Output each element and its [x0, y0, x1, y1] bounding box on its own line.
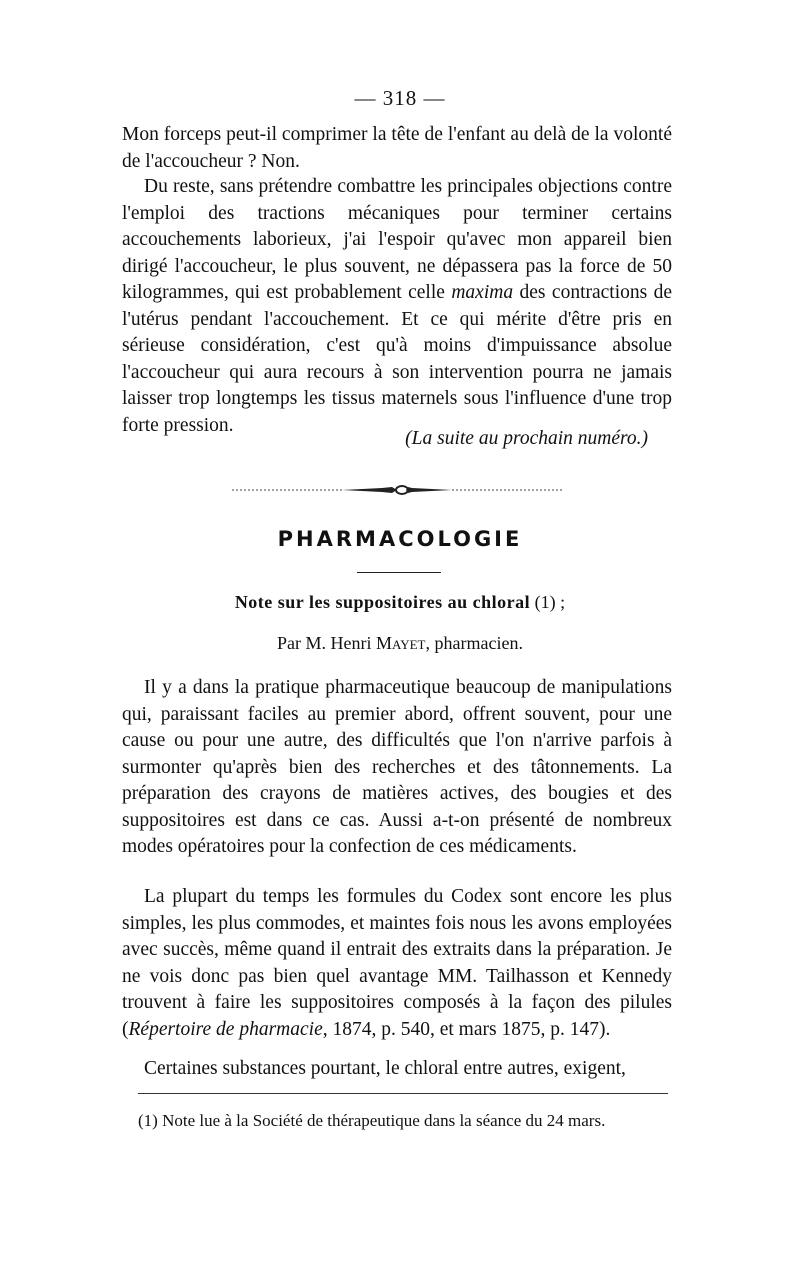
title-rule — [357, 572, 441, 573]
author-last-name: Mayet — [376, 633, 426, 653]
ornament-divider — [232, 484, 562, 496]
article-paragraph-1: Il y a dans la pratique pharmaceutique beaucoup de manipulations qui, paraissant faciles au premier abord, offrent souvent, pour une cause ou pour une autre, des difficultés que l'on n'arrive parfois à surmonter qu'après bien des recherches et des tâtonnements. La préparation des crayons de matières actives, des bougies et des suppositoires est dans ce cas. Aussi a-t-on présenté de nombreux modes opératoires pour la confection de ces médicaments. — [122, 677, 672, 857]
to-be-continued-note: (La suite au prochain numéro.) — [405, 428, 648, 449]
footnote: (1) Note lue à la Société de thérapeutique dans la séance du 24 mars. — [138, 1111, 606, 1130]
article-paragraph-2 — [122, 884, 672, 1043]
paragraph-continuation-1: Mon forceps peut-il comprimer la tête de l'enfant au delà de la volonté de l'accoucheur ? Non. — [122, 124, 672, 172]
paragraph-continuation-2 — [122, 174, 672, 439]
paragraph-text: Du reste, sans prétendre combattre les principales objections contre l'emploi des tractions mécaniques pour terminer certains accouchements laborieux, j'ai l'espoir qu'avec mon appareil bien dirigé l'accoucheur, le plus souvent, ne dépassera pas la force de 50 kilogrammes, qui est probablement celle — [122, 176, 672, 303]
italic-term: maxima — [451, 282, 514, 303]
journal-title: Répertoire de pharmacie — [128, 1018, 323, 1040]
author-first-name: Henri — [330, 633, 372, 653]
page-number: — 318 — — [354, 86, 446, 110]
article-paragraph-3: Certaines substances pourtant, le chloral entre autres, exigent, — [144, 1058, 626, 1079]
article-title — [0, 592, 800, 613]
byline — [0, 633, 800, 654]
paragraph-text: , 1874, p. 540, et mars 1875, p. 147). — [322, 1018, 611, 1040]
byline-prefix: Par M. — [277, 633, 327, 653]
paragraph-text: La plupart du temps les formules du Codex sont encore les plus simples, les plus commodes, et maintes fois nous les avons employées avec succès, même quand il entrait des extraits dans la préparation. Je ne vois donc pas bien quel avantage MM. Tailhasson et Kennedy trouvent à faire les suppositoires composés à la façon des pilules ( — [122, 886, 672, 1040]
footnote-reference: (1) ; — [534, 592, 566, 612]
section-title: PHARMACOLOGIE — [277, 527, 523, 551]
footnote-rule — [138, 1093, 668, 1094]
paragraph-text: des contractions de l'utérus pendant l'accouchement. Et ce qui mérite d'être pris en sérieuse considération, c'est qu'à moins d'impuissance absolue l'accoucheur qui aura recours à son intervention pourra ne jamais laisser trop longtemps les tissus maternels sous l'influence d'une trop forte pression. — [122, 282, 673, 436]
article-title-text: Note sur les suppositoires au chloral — [234, 592, 531, 612]
byline-suffix: , pharmacien. — [425, 633, 523, 653]
